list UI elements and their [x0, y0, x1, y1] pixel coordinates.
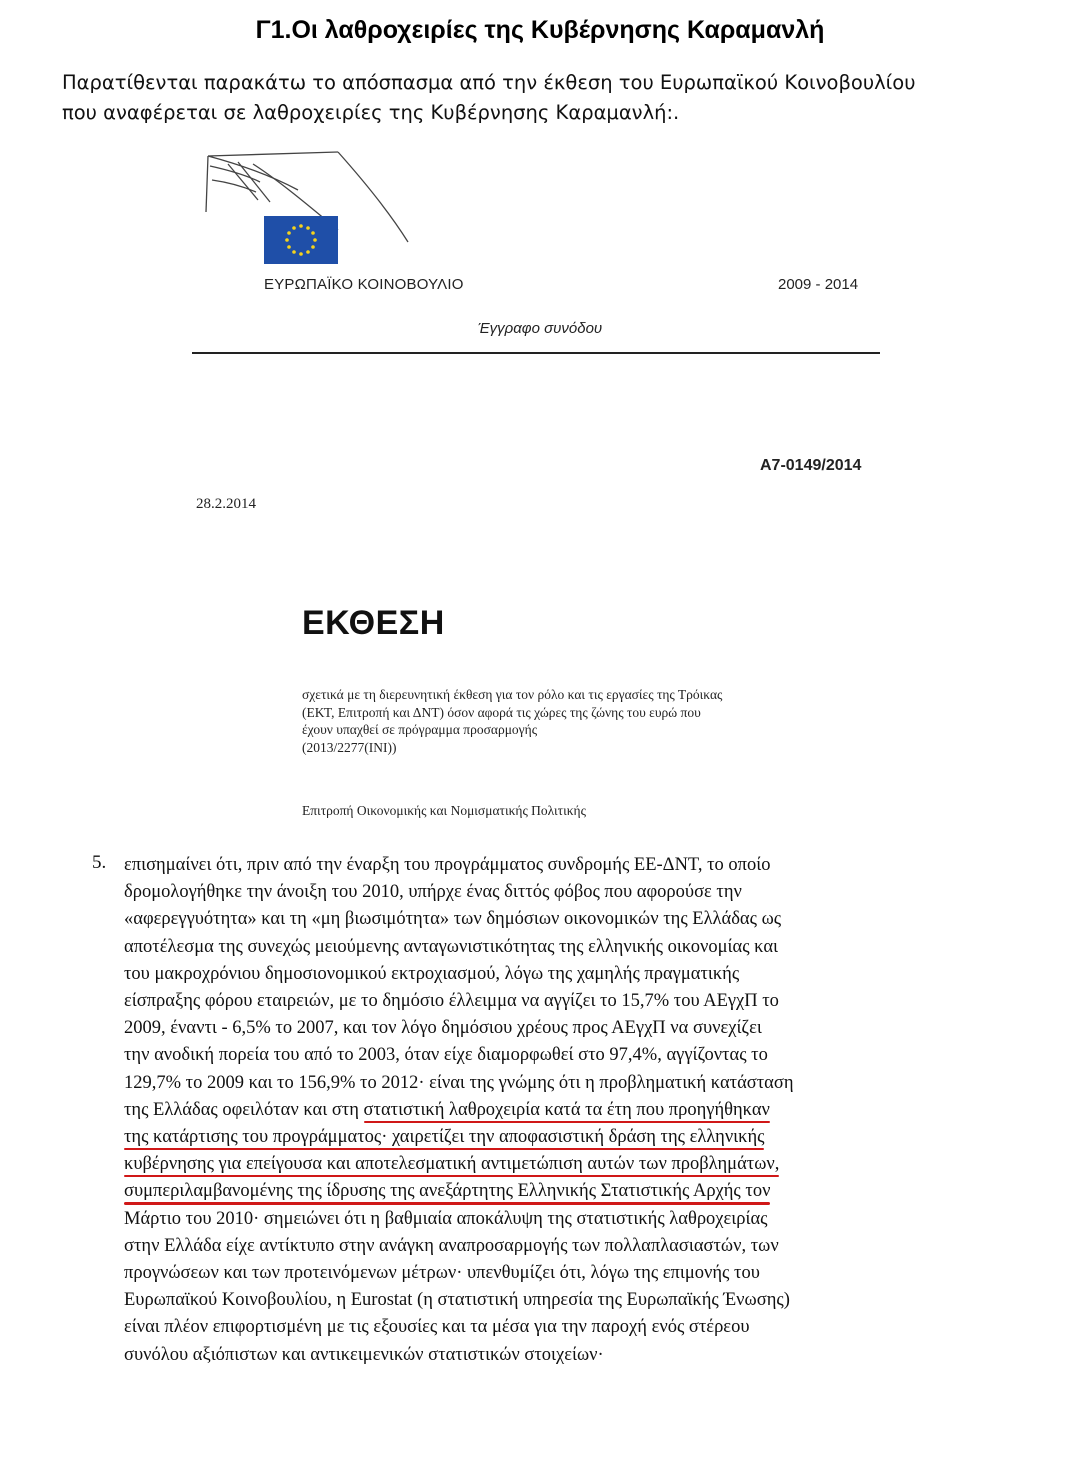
- highlighted-text: στατιστική λαθροχειρία κατά τα έτη που προηγήθηκαν: [364, 1097, 770, 1124]
- highlighted-text: κυβέρνησης για επείγουσα και αποτελεσματική αντιμετώπιση αυτών των προβλημάτων,: [124, 1151, 779, 1178]
- paragraph-line: αποτέλεσμα της συνεχώς μειούμενης ανταγωνιστικότητας της ελληνικής οικονομίας και: [124, 936, 779, 957]
- page-heading: Γ1.Οι λαθροχειρίες της Κυβέρνησης Καραμανλή: [255, 16, 825, 44]
- paragraph-line: [124, 1097, 794, 1124]
- document-date: 28.2.2014: [196, 496, 256, 512]
- paragraph-number: 5.: [92, 852, 107, 873]
- paragraph-line: [124, 1178, 794, 1205]
- paragraph-line: Μάρτιο του 2010· σημειώνει ότι η βαθμιαία αποκάλυψη της στατιστικής λαθροχειρίας: [124, 1208, 768, 1229]
- european-parliament-logo-icon: [198, 150, 418, 270]
- paragraph-line: δρομολογήθηκε την άνοιξη του 2010, υπήρχε ένας διττός φόβος που αφορούσε την: [124, 882, 742, 903]
- paragraph-line: Ευρωπαϊκού Κοινοβουλίου, η Eurostat (η στατιστική υπηρεσία της Ευρωπαϊκής Ένωσης): [124, 1290, 790, 1311]
- paragraph-line: είναι πλέον επιφορτισμένη με τις εξουσίες και τα μέσα για την παροχή ενός στέρεου: [124, 1317, 750, 1338]
- paragraph-line: «αφερεγγυότητα» και τη «μη βιωσιμότητα» των δημόσιων οικονομικών της Ελλάδας ως: [124, 909, 782, 930]
- subject-line: (2013/2277(INI)): [302, 739, 397, 755]
- subject-line: έχουν υπαχθεί σε πρόγραμμα προσαρμογής: [302, 722, 538, 737]
- header-divider: [192, 352, 880, 354]
- paragraph-line: 129,7% το 2009 και το 156,9% το 2012· είναι της γνώμης ότι η προβληματική κατάσταση: [124, 1072, 794, 1093]
- report-title: ΕΚΘΕΣΗ: [302, 604, 445, 642]
- paragraph-line: [124, 1151, 794, 1178]
- institution-name: ΕΥΡΩΠΑΪΚΟ ΚΟΙΝΟΒΟΥΛΙΟ: [264, 276, 464, 293]
- paragraph-line: του μακροχρόνιου δημοσιονομικού εκτροχιασμού, λόγω της χαμηλής πραγματικής: [124, 963, 740, 984]
- subject-line: σχετικά με τη διερευνητική έκθεση για τον ρόλο και τις εργασίες της Τρόικας: [302, 687, 723, 702]
- subject-line: (ΕΚΤ, Επιτροπή και ΔΝΤ) όσον αφορά τις χώρες της ζώνης του ευρώ που: [302, 704, 701, 720]
- paragraph-line: προγνώσεων και των προτεινόμενων μέτρων· υπενθυμίζει ότι, λόγω της επιμονής του: [124, 1263, 760, 1284]
- highlighted-text: της κατάρτισης του προγράμματος· χαιρετίζει την αποφασιστική δράση της ελληνικής: [124, 1124, 764, 1151]
- line-text: της Ελλάδας οφειλόταν και στη: [124, 1099, 364, 1120]
- intro-line: Παρατίθενται παρακάτω το απόσπασμα από την έκθεση του Ευρωπαϊκού Κοινοβουλίου: [62, 71, 916, 94]
- paragraph-line: στην Ελλάδα είχε αντίκτυπο στην ανάγκη αναπροσαρμογής των πολλαπλασιαστών, των: [124, 1235, 779, 1256]
- intro-line: που αναφέρεται σε λαθροχειρίες της Κυβέρνησης Καραμανλή:.: [62, 101, 680, 124]
- document-type: Έγγραφο συνόδου: [477, 320, 603, 337]
- paragraph-line: είσπραξης φόρου εταιρειών, με το δημόσιο έλλειμμα να αγγίζει το 15,7% του ΑΕγχΠ το: [124, 991, 779, 1012]
- parliamentary-term: 2009 - 2014: [778, 276, 859, 293]
- document-reference: A7-0149/2014: [760, 457, 862, 474]
- paragraph-line: την ανοδική πορεία του από το 2003, όταν είχε διαμορφωθεί στο 97,4%, αγγίζοντας το: [124, 1045, 768, 1066]
- report-subject: [302, 686, 722, 756]
- paragraph-line: 2009, έναντι - 6,5% το 2007, και τον λόγο δημόσιου χρέους προς ΑΕγχΠ να συνεχίζει: [124, 1018, 762, 1039]
- paragraph-body: [124, 852, 794, 1369]
- highlighted-text: συμπεριλαμβανομένης της ίδρυσης της ανεξάρτητης Ελληνικής Στατιστικής Αρχής τον: [124, 1178, 770, 1205]
- paragraph-line: επισημαίνει ότι, πριν από την έναρξη του προγράμματος συνδρομής ΕΕ-ΔΝΤ, το οποίο: [124, 855, 771, 875]
- committee-name: Επιτροπή Οικονομικής και Νομισματικής Πολιτικής: [302, 803, 586, 818]
- intro-text: [62, 68, 1042, 128]
- paragraph-line: συνόλου αξιόπιστων και αντικειμενικών στατιστικών στοιχείων·: [124, 1344, 604, 1365]
- paragraph-line: [124, 1124, 794, 1151]
- eu-flag-icon: [264, 216, 338, 264]
